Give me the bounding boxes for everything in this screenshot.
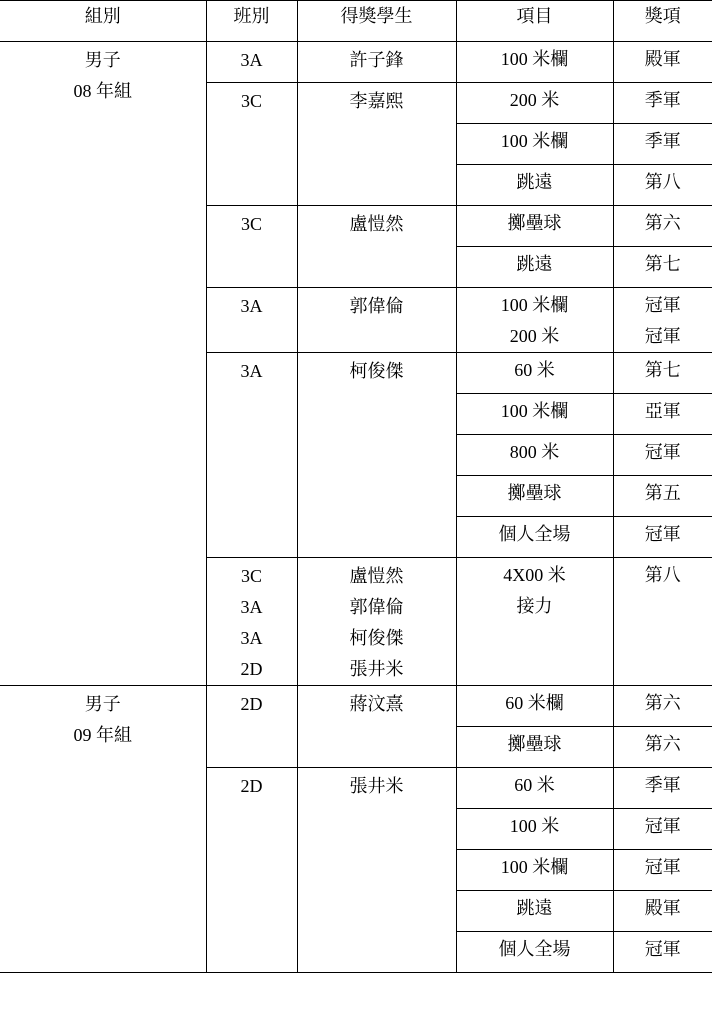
event-cell [456, 206, 613, 247]
header-student: 得獎學生 [297, 1, 456, 42]
award-cell-text: 殿軍 [644, 49, 681, 69]
student-cell [297, 353, 456, 558]
event-cell-text: 100 米欄 [500, 49, 569, 69]
award-cell [613, 288, 712, 353]
student-cell [297, 768, 456, 973]
event-cell [456, 83, 613, 124]
student-cell [297, 83, 456, 206]
award-cell-text: 冠軍 [644, 524, 681, 544]
event-cell [456, 124, 613, 165]
award-cell-text: 亞軍 [644, 401, 681, 421]
student-cell [297, 686, 456, 768]
class-cell [206, 288, 297, 353]
award-cell [613, 165, 712, 206]
award-cell-text: 季軍 [644, 131, 681, 151]
class-cell [206, 206, 297, 288]
student-cell-text: 許子鋒 [349, 50, 404, 70]
class-cell-text: 3A [240, 597, 263, 617]
event-cell-text: 擲壘球 [507, 734, 562, 754]
group-label [0, 686, 206, 973]
award-cell [613, 727, 712, 768]
award-cell [613, 476, 712, 517]
header-group: 組別 [0, 1, 206, 42]
table-body [0, 42, 712, 973]
student-cell-text: 柯俊傑 [349, 361, 404, 381]
student-cell-text: 盧愷然 [349, 214, 404, 234]
award-cell-text: 第六 [644, 693, 681, 713]
award-cell-text: 冠軍 [644, 857, 681, 877]
event-cell-text: 接力 [516, 596, 553, 616]
class-cell-text: 3A [240, 50, 263, 70]
header-class: 班別 [206, 1, 297, 42]
student-cell-text: 張井米 [349, 776, 404, 796]
award-cell [613, 353, 712, 394]
event-cell-text: 擲壘球 [507, 213, 562, 233]
award-cell [613, 394, 712, 435]
award-cell-text: 冠軍 [644, 816, 681, 836]
award-cell [613, 247, 712, 288]
student-cell-text: 郭偉倫 [349, 296, 404, 316]
event-cell-text: 跳遠 [516, 898, 553, 918]
award-cell-text: 第六 [644, 213, 681, 233]
event-cell-text: 60 米 [514, 775, 555, 795]
award-cell-text: 第七 [644, 360, 681, 380]
student-cell-text: 蔣汶熹 [349, 694, 404, 714]
event-cell [456, 247, 613, 288]
award-cell-text: 第五 [644, 483, 681, 503]
class-cell-text: 3A [240, 361, 263, 381]
award-cell [613, 768, 712, 809]
class-cell-text: 3A [240, 296, 263, 316]
student-cell-text: 張井米 [349, 659, 404, 679]
award-cell-text: 冠軍 [644, 939, 681, 959]
student-cell [297, 206, 456, 288]
group-label-text: 男子 [84, 50, 121, 70]
award-cell-text: 季軍 [644, 90, 681, 110]
award-cell [613, 517, 712, 558]
student-cell-text: 盧愷然 [349, 566, 404, 586]
class-cell-text: 2D [240, 776, 263, 796]
event-cell-text: 60 米 [514, 360, 555, 380]
event-cell [456, 476, 613, 517]
class-cell-text: 3C [240, 566, 262, 586]
class-cell-text: 3A [240, 628, 263, 648]
award-cell-text: 第八 [644, 172, 681, 192]
class-cell [206, 353, 297, 558]
header-row [0, 1, 712, 42]
header-award: 獎項 [613, 1, 712, 42]
event-cell [456, 394, 613, 435]
class-cell [206, 768, 297, 973]
event-cell-text: 60 米欄 [505, 693, 564, 713]
event-cell [456, 932, 613, 973]
award-cell-text: 第六 [644, 734, 681, 754]
event-cell [456, 850, 613, 891]
event-cell-text: 800 米 [509, 442, 560, 462]
group-label [0, 42, 206, 686]
award-cell-text: 第八 [644, 565, 681, 585]
student-cell [297, 558, 456, 686]
award-cell [613, 932, 712, 973]
student-cell [297, 42, 456, 83]
event-cell [456, 517, 613, 558]
event-cell-text: 4X00 米 [503, 565, 566, 585]
event-cell [456, 353, 613, 394]
event-cell-text: 個人全場 [498, 939, 571, 959]
class-cell [206, 686, 297, 768]
event-cell-text: 擲壘球 [507, 483, 562, 503]
award-cell [613, 686, 712, 727]
award-cell [613, 558, 712, 686]
event-cell-text: 200 米 [509, 90, 560, 110]
event-cell [456, 686, 613, 727]
table-row [0, 686, 712, 727]
award-cell [613, 206, 712, 247]
group-label-text: 08 年組 [73, 81, 132, 101]
class-cell [206, 83, 297, 206]
student-cell-text: 柯俊傑 [349, 628, 404, 648]
award-cell-text: 冠軍 [644, 326, 681, 346]
student-cell [297, 288, 456, 353]
award-cell-text: 季軍 [644, 775, 681, 795]
event-cell [456, 558, 613, 686]
class-cell-text: 2D [240, 694, 263, 714]
table-row [0, 42, 712, 83]
event-cell-text: 100 米欄 [500, 857, 569, 877]
award-cell-text: 殿軍 [644, 898, 681, 918]
header-event: 項目 [456, 1, 613, 42]
event-cell-text: 跳遠 [516, 254, 553, 274]
event-cell-text: 100 米欄 [500, 295, 569, 315]
group-label-text: 男子 [84, 694, 121, 714]
award-cell [613, 124, 712, 165]
class-cell-text: 3C [240, 91, 262, 111]
award-cell-text: 冠軍 [644, 442, 681, 462]
award-cell [613, 42, 712, 83]
class-cell [206, 558, 297, 686]
group-label-text: 09 年組 [73, 725, 132, 745]
event-cell-text: 100 米欄 [500, 131, 569, 151]
student-cell-text: 李嘉熙 [349, 91, 404, 111]
student-cell-text: 郭偉倫 [349, 597, 404, 617]
award-cell-text: 第七 [644, 254, 681, 274]
event-cell [456, 891, 613, 932]
award-cell-text: 冠軍 [644, 295, 681, 315]
event-cell-text: 個人全場 [498, 524, 571, 544]
event-cell [456, 435, 613, 476]
award-cell [613, 809, 712, 850]
award-cell [613, 435, 712, 476]
event-cell [456, 288, 613, 353]
award-cell [613, 850, 712, 891]
event-cell [456, 809, 613, 850]
class-cell [206, 42, 297, 83]
class-cell-text: 3C [240, 214, 262, 234]
award-cell [613, 891, 712, 932]
event-cell-text: 200 米 [509, 326, 560, 346]
event-cell-text: 100 米 [509, 816, 560, 836]
class-cell-text: 2D [240, 659, 263, 679]
event-cell [456, 768, 613, 809]
event-cell [456, 165, 613, 206]
event-cell-text: 跳遠 [516, 172, 553, 192]
award-cell [613, 83, 712, 124]
event-cell [456, 42, 613, 83]
event-cell [456, 727, 613, 768]
event-cell-text: 100 米欄 [500, 401, 569, 421]
